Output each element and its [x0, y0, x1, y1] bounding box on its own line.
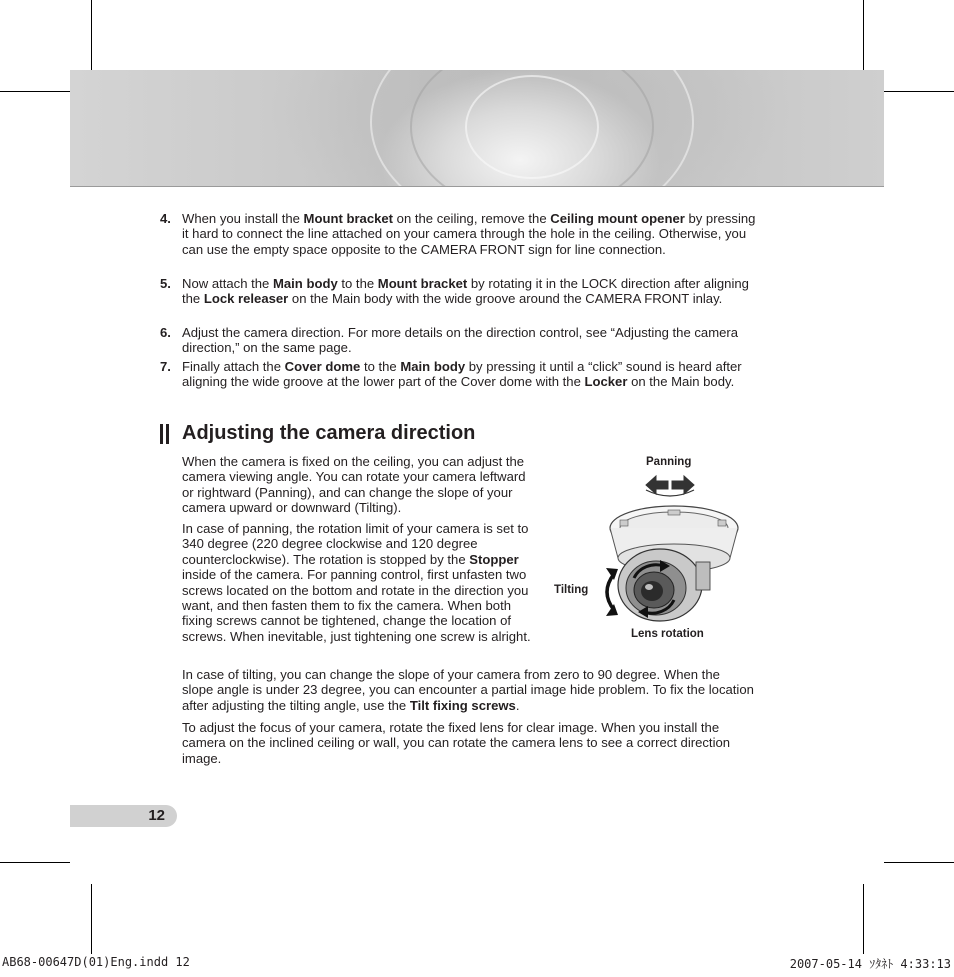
step-text-run: on the Main body.	[627, 374, 735, 390]
header-banner	[70, 70, 884, 187]
paragraph-tilting: In case of tilting, you can change the slope of your camera from zero to 90 degree. When the slope angle is under 23 degree, you can encounter a partial image hide problem. To fix the location after adjusting the tilting angle, use the Tilt fixing screws.	[182, 667, 754, 713]
step-number: 6.	[160, 325, 171, 340]
step-text-run: by pressing it until a “click” sound is heard after aligning the wide groove at the lower part of the Cover dome with the	[182, 359, 742, 390]
footer-file-info: AB68-00647D(01)Eng.indd 12	[2, 955, 190, 969]
step-text-run: Now attach the	[182, 276, 273, 291]
step-text-run: to the	[337, 276, 378, 291]
crop-mark	[884, 862, 954, 863]
step-number: 5.	[160, 276, 171, 291]
step-6	[160, 325, 758, 356]
bold-term: Main body	[400, 359, 466, 374]
section-title: Adjusting the camera direction	[182, 422, 476, 444]
crop-mark	[91, 884, 92, 954]
step-text-run: on the Main body with the wide groove around the CAMERA FRONT inlay.	[288, 291, 723, 307]
crop-mark	[0, 862, 70, 863]
camera-dome-illustration	[548, 450, 758, 650]
bold-term: Ceiling mount opener	[550, 211, 685, 226]
heading-marker	[160, 424, 169, 444]
step-text	[182, 359, 756, 390]
panning-label: Panning	[646, 456, 692, 468]
step-number: 4.	[160, 211, 171, 226]
step-text-run: Finally attach the	[182, 359, 285, 374]
bold-term: Mount bracket	[303, 211, 394, 226]
crop-mark	[91, 0, 92, 70]
step-4	[160, 211, 758, 273]
step-5	[160, 276, 758, 322]
crop-mark	[884, 91, 954, 92]
step-7	[160, 359, 758, 405]
bold-term: Main body	[272, 276, 338, 291]
step-text-run: to the	[360, 359, 401, 374]
bold-term: Locker	[584, 374, 628, 390]
bold-term: Lock releaser	[203, 291, 289, 307]
step-text	[182, 325, 756, 356]
step-number: 7.	[160, 359, 171, 374]
step-text-run: on the ceiling, remove the	[393, 211, 551, 226]
paragraph-panning: In case of panning, the rotation limit of your camera is set to 340 degree (220 degree clockwise and 120 degree counterclockwise). The rotation is stopped by the Stopper inside of the camera. For panning control, first unfasten two screws located on the bottom and rotate in the direction you want, and then fasten them to fix the camera. When both fixing screws cannot be tightened, change the location of screws. When inevitable, just tightening one screw is alright.	[182, 521, 531, 644]
lens-rotation-label: Lens rotation	[631, 628, 704, 640]
crop-mark	[863, 884, 864, 954]
bold-term: Cover dome	[284, 359, 361, 374]
bold-term: Mount bracket	[377, 276, 468, 291]
crop-mark	[0, 91, 70, 92]
tilting-label: Tilting	[554, 584, 589, 596]
page-number: 12	[148, 807, 165, 824]
crop-mark	[863, 0, 864, 70]
step-text-run: When you install the	[182, 211, 304, 226]
step-text-run: by rotating it in the LOCK direction after aligning the	[182, 276, 749, 307]
paragraph-focus: To adjust the focus of your camera, rotate the fixed lens for clear image. When you install the camera on the inclined ceiling or wall, you can rotate the camera lens to see a correct direction image.	[182, 720, 731, 766]
page-number-tab	[70, 805, 177, 827]
panning-arrows-icon	[646, 476, 694, 496]
step-text-run: Adjust the camera direction. For more details on the direction control, see “Adjusting the camera direction,” on the same page.	[182, 325, 739, 356]
paragraph-intro: When the camera is fixed on the ceiling, you can adjust the camera viewing angle. You can rotate your camera leftward or rightward (Panning), and can change the slope of your camera upward or downward (Tilting).	[182, 454, 526, 516]
camera-figure	[548, 450, 758, 650]
step-text-run: by pressing it hard to connect the line attached on your camera through the hole in the ceiling. Otherwise, you can use the empty space opposite to the CAMERA FRONT sign for line connection.	[182, 211, 756, 257]
tilting-arrow-icon	[606, 568, 618, 616]
step-text	[182, 276, 756, 307]
step-text	[182, 211, 756, 257]
footer-timestamp: 2007-05-14 ｿﾀﾈﾄ 4:33:13	[789, 957, 951, 971]
